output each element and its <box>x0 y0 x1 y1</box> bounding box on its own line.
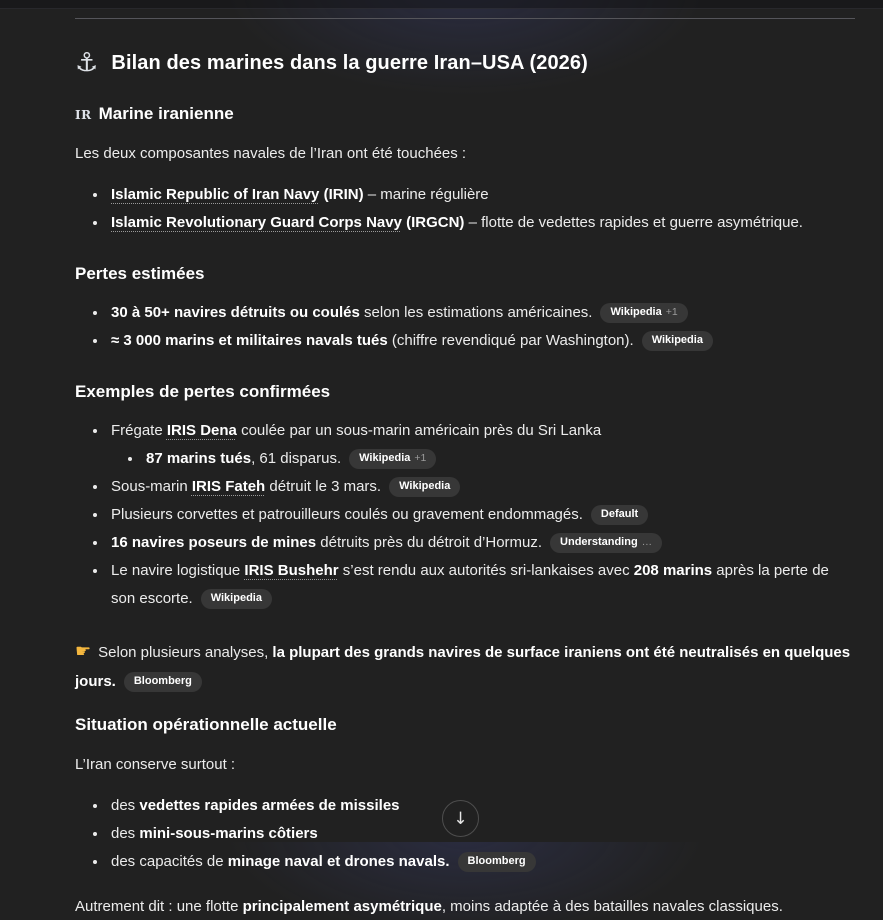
list-item <box>143 445 855 473</box>
text: Sous-marin <box>111 478 192 495</box>
citation-label: Bloomberg <box>467 855 526 867</box>
callout-paragraph <box>75 637 855 696</box>
navy-components-list <box>75 181 855 237</box>
citation-label: Wikipedia <box>610 306 662 318</box>
losses-list <box>75 299 855 355</box>
list-item <box>108 501 855 529</box>
text: des <box>111 825 140 842</box>
citation-label: Understanding <box>560 536 638 548</box>
iran-flag-icon: IR <box>75 108 92 122</box>
anchor-icon: ⚓ <box>75 48 99 78</box>
situation-intro: L’Iran conserve surtout : <box>75 756 236 773</box>
text: Frégate <box>111 422 167 439</box>
text: coulée par un sous-marin américain près du Sri Lanka <box>236 422 602 439</box>
text: , moins adaptée à des batailles navales classiques. <box>441 898 783 915</box>
message-divider <box>75 18 855 19</box>
citation-label: Default <box>600 508 639 520</box>
list-item <box>108 473 855 501</box>
bold-text: (IRIN) <box>319 186 364 203</box>
link-iris-bushehr[interactable]: IRIS Bushehr <box>244 562 339 579</box>
text: – flotte de vedettes rapides et guerre asymétrique. <box>464 214 803 231</box>
citation-label: Bloomberg <box>133 675 192 687</box>
list-item <box>108 209 855 237</box>
citation-label: Wikipedia <box>359 452 411 464</box>
bold-text: la plupart des grands navires de surface iraniens ont été neutralisés en quelques jours. <box>75 644 851 690</box>
citation-badge-understanding[interactable] <box>550 533 662 553</box>
window-top-edge <box>0 0 883 9</box>
citation-extra: +1 <box>665 306 678 318</box>
bold-text: (IRGCN) <box>401 214 465 231</box>
bold-text: 16 navires poseurs de mines <box>111 534 317 551</box>
text: Le navire logistique <box>111 562 245 579</box>
citation-badge-wikipedia[interactable] <box>642 331 713 351</box>
section-heading-exemples: Exemples de pertes confirmées <box>75 382 331 401</box>
bold-text: principalement asymétrique <box>242 898 442 915</box>
citation-label: Wikipedia <box>210 592 262 604</box>
bold-text: vedettes rapides armées de missiles <box>139 797 400 814</box>
link-irin[interactable]: Islamic Republic of Iran Navy <box>111 186 320 203</box>
list-item <box>108 820 855 848</box>
link-iris-fateh[interactable]: IRIS Fateh <box>191 478 266 495</box>
bold-text: 87 marins tués <box>146 450 252 467</box>
intro-paragraph: Les deux composantes navales de l’Iran ont été touchées : <box>75 145 467 162</box>
section-heading-situation: Situation opérationnelle actuelle <box>75 715 337 734</box>
text: s’est rendu aux autorités sri-lankaises avec <box>338 562 634 579</box>
text: détruits près du détroit d’Hormuz. <box>316 534 543 551</box>
link-irgcn[interactable]: Islamic Revolutionary Guard Corps Navy <box>111 214 402 231</box>
page-title-text: Bilan des marines dans la guerre Iran–USA (2026) <box>111 52 588 74</box>
section-heading-marine-iranienne <box>75 103 855 125</box>
text: (chiffre revendiqué par Washington). <box>387 332 634 349</box>
text: après la perte de son escorte. <box>111 562 829 607</box>
bold-text: 208 marins <box>633 562 713 579</box>
confirmed-losses-list <box>75 417 855 613</box>
closing-paragraph <box>75 894 855 920</box>
scroll-to-bottom-button[interactable] <box>442 800 479 837</box>
text: – marine régulière <box>363 186 489 203</box>
bold-text: mini-sous-marins côtiers <box>139 825 318 842</box>
arrow-down-icon: ↓ <box>453 808 468 829</box>
bold-text: 30 à 50+ navires détruits ou coulés <box>111 304 360 321</box>
bold-text: minage naval et drones navals. <box>227 853 450 870</box>
list-item <box>108 557 855 613</box>
text: Selon plusieurs analyses, <box>98 644 273 661</box>
citation-badge-wikipedia[interactable] <box>201 589 272 609</box>
citation-badge-wikipedia[interactable] <box>389 477 460 497</box>
citation-badge-bloomberg[interactable] <box>458 852 536 872</box>
bold-text: ≈ 3 000 marins et militaires navals tués <box>111 332 388 349</box>
text: Autrement dit : une flotte <box>75 898 243 915</box>
text: , 61 disparus. <box>251 450 342 467</box>
section-heading-pertes-estimees: Pertes estimées <box>75 264 205 283</box>
citation-extra: +1 <box>414 452 427 464</box>
text: selon les estimations américaines. <box>359 304 593 321</box>
list-item <box>108 792 855 820</box>
link-iris-dena[interactable]: IRIS Dena <box>166 422 237 439</box>
list-item <box>108 529 855 557</box>
assistant-message <box>0 49 883 920</box>
citation-badge-wikipedia[interactable] <box>600 303 687 323</box>
text: des capacités de <box>111 853 228 870</box>
citation-label: Wikipedia <box>651 334 703 346</box>
citation-extra: … <box>641 536 653 548</box>
text: des <box>111 797 140 814</box>
citation-badge-default[interactable] <box>591 505 648 525</box>
sub-list <box>111 445 855 473</box>
text: détruit le 3 mars. <box>265 478 382 495</box>
list-item <box>108 181 855 209</box>
list-item <box>108 299 855 327</box>
list-item <box>108 327 855 355</box>
section-heading-text: Marine iranienne <box>98 104 234 123</box>
citation-label: Wikipedia <box>399 480 451 492</box>
text: Plusieurs corvettes et patrouilleurs coulés ou gravement endommagés. <box>111 506 583 523</box>
page-title <box>75 49 855 77</box>
pointing-right-icon: ☛ <box>75 641 92 662</box>
citation-badge-wikipedia[interactable] <box>349 449 436 469</box>
list-item <box>108 848 855 876</box>
list-item <box>108 417 855 473</box>
citation-badge-bloomberg[interactable] <box>124 672 202 692</box>
